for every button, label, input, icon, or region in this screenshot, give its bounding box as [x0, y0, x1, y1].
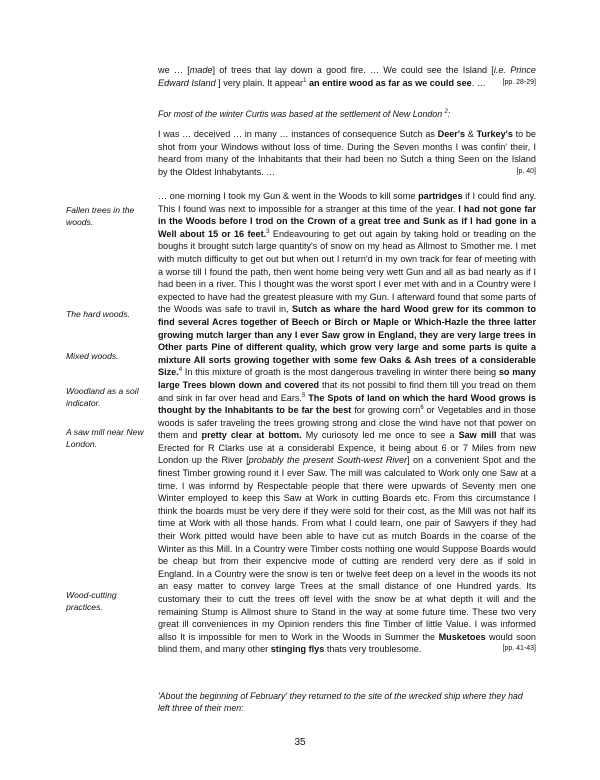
quote-block-3: … one morning I took my Gun & went in the Woods to kill some partridges if I could find any. This I found was next to impossible for a stranger at this time of the year. I had not gone far in the Woods before I trod on the Crown of a great tree and Sunk as if I had gone in a Well about 15 or 16 feet.$^3$ Endeavouring to get out again by taking hold or treading on the boughs it brought sutch large quantity's of snow on my head as Allmost to Smother me. I met with mutch difficulty to get out but when out I return'd in my own track for fear of meeting with a worse till I found the path, then went home being very wett Gun and all as bad nearly as if I had been in a river. This I thought was the worst sport I ever met with and in a Country were I expected to have had the greatest pleasure with my Gun. I afterward found that some parts of the Woods was safe to travil in, Sutch as whare the hard Wood grew for its common to find several Acres together of Beech or Birch or Maple or Which-Hazle the three latter growing mutch larger than any I ever Saw grow in England, they are very large trees in Other parts Pine of different quality, which grow very large and some parts is quite a mixture All sorts growing together with some few Oaks & Ash trees of a considerable Size.$^4$ In this mixture of groath is the most dangerous traveling in winter there being so many large Trees blown down and covered that its not possibl to find them till you tread on them and sink in far over head and Ears.$^5$ The Spots of land on which the hard Wood grows is thought by the Inhabitants to be far the best for growing corn$^6$ or Vegetables and in those woods is safer traveling the trees growing strong and close the wind have not that power on them and pretty clear at bottom. My curiosoty led me once to see a Saw mill that was Erected for R Clarks use at a considerabl Expence, it being about 6 or 7 Miles from new London up the River [probably the present South-west River] on a convenient Spot and the finest Timber growing round it I ever Saw. The mill was calculated to Work only one Saw at a time. I was informd by Respectable people that there were upwards of Seventy men one Winter employed to keep this Saw at Work in cutting Boards etc. From this circumstance I think the boards must be very dere if they were sold for their cost, as the Mill was not half its time at Work with all those hands. From what I could learn, one pair of Sawyers if they had their Work pitted would have been able to have cut as mutch Boards in the coarse of the Winter as this Mill. In a Country were Timber costs nothing one would Suppose Boards would be cheap but from their expencive mode of cutting are renderd very dere as if sold in England. In a Country were the snow is ten or twelve feet deep on a level in the woods its not an easy matter to convey large Trees at the small distance of one Hundred yards. Its customary their to cutt the trees off level with the snow be at what depth it will and the remaining Stump is Allmost shure to Stand in the way at some future time. These two very great ill conveniences in my Opinion renders this fine Timber of little Value. I was informed allso It is impossible for men to Work in the Woods in Summer the Musketoes would soon blind them, and many other stinging flys thats very troublesome. [pp. 41-43] [158, 191, 537, 655]
page-reference: [p. 40] [516, 167, 536, 175]
editorial-note-1: For most of the winter Curtis was based at the settlement of New London $^2$: [158, 109, 451, 119]
quote-block-1: we … [made] of trees that lay down a good fire. … We could see the Island [i.e. Prince Edward Island ] very plain. It appear$^1$ an entire wood as far as we could see. … [pp. 28-29] [158, 65, 536, 88]
sidenote: Mixed woods. [66, 351, 119, 361]
sidenote: Wood-cutting practices. [66, 590, 117, 612]
page-reference: [pp. 41-43] [502, 645, 536, 653]
editorial-note-2: 'About the beginning of February' they returned to the site of the wrecked ship where they had left three of their men: [158, 691, 523, 713]
sidenote: Woodland as a soil indicator. [66, 386, 139, 408]
page-reference: [pp. 28-29] [502, 78, 536, 86]
sidenote: Fallen trees in the woods. [66, 205, 135, 227]
sidenote: The hard woods. [66, 309, 131, 319]
page-number: 35 [294, 737, 306, 748]
sidenote: A saw mill near New London. [66, 427, 144, 449]
quote-block-2: I was … deceived … in many … instances of consequence Sutch as Deer's & Turkey's to be shot from your Windows without loss of time. During the Seven months I was confin' their, I heard from many of the Inhabitants that their had been no Sutch a thing Seen on the Island by the Oldest Inhabytants. … [p. 40] [158, 129, 536, 177]
